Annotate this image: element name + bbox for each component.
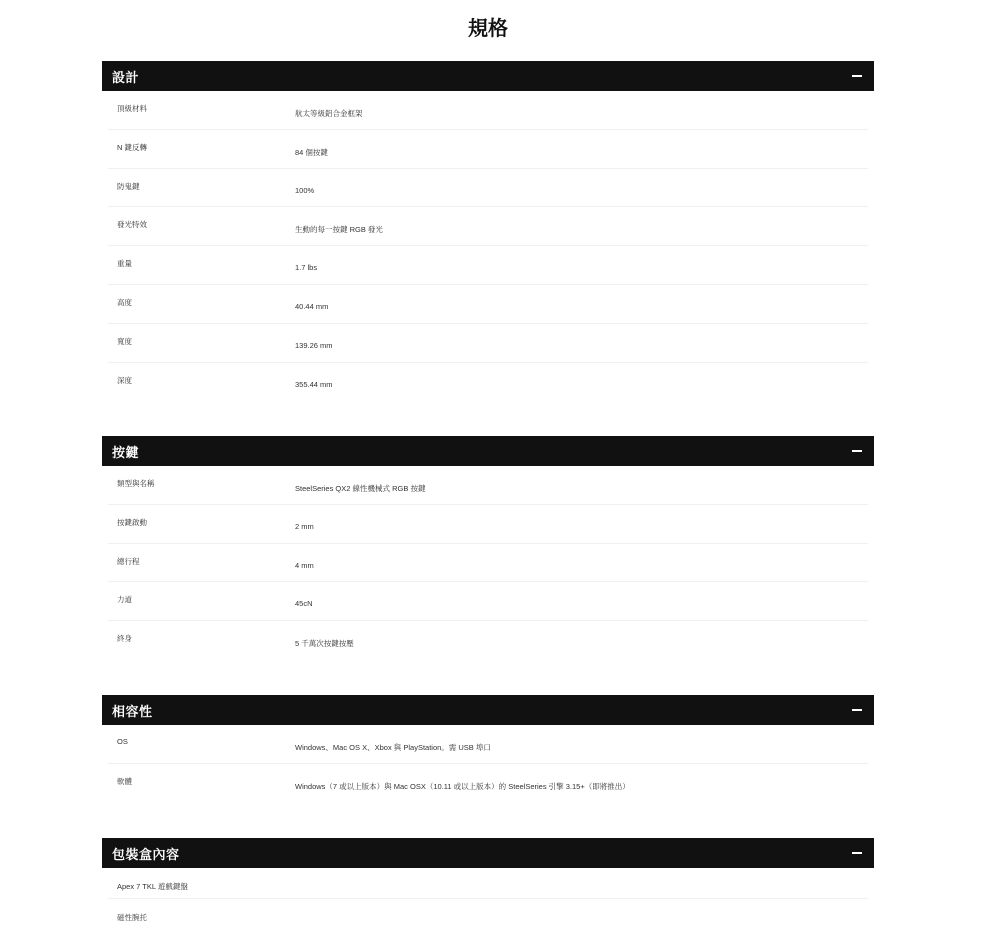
spec-label: 軟體 bbox=[117, 776, 132, 786]
spec-row bbox=[108, 544, 868, 583]
section-header-design[interactable] bbox=[102, 61, 874, 91]
spec-value: 139.26 mm bbox=[295, 340, 333, 350]
section-header-compatibility[interactable] bbox=[102, 695, 874, 725]
section-title: 按鍵 bbox=[112, 444, 140, 460]
spec-label: N 鍵反轉 bbox=[117, 142, 147, 152]
spec-label: 高度 bbox=[117, 297, 132, 307]
spec-value: 355.44 mm bbox=[295, 379, 333, 389]
spec-value: Windows（7 或以上版本）與 Mac OSX（10.11 或以上版本）的 SteelSeries 引擎 3.15+（即將推出） bbox=[295, 781, 630, 791]
spec-value: 84 個按鍵 bbox=[295, 147, 328, 157]
minus-icon[interactable] bbox=[852, 450, 862, 452]
list-item: Apex 7 TKL 遊戲鍵盤 bbox=[108, 868, 868, 899]
spec-list bbox=[102, 466, 874, 660]
spec-row bbox=[108, 764, 868, 803]
spec-label: 發光特效 bbox=[117, 220, 147, 230]
spec-row bbox=[108, 363, 868, 402]
spec-row bbox=[108, 169, 868, 208]
spec-value: 2 mm bbox=[295, 521, 314, 531]
spec-value: 5 千萬次按鍵按壓 bbox=[295, 639, 354, 649]
spec-list bbox=[102, 725, 874, 803]
minus-icon[interactable] bbox=[852, 852, 862, 854]
minus-icon[interactable] bbox=[852, 75, 862, 77]
spec-label: 總行程 bbox=[117, 556, 140, 566]
list-item: 磁性腕托 bbox=[117, 913, 147, 922]
spec-row bbox=[108, 324, 868, 363]
minus-icon[interactable] bbox=[852, 709, 862, 711]
spec-row bbox=[108, 466, 868, 505]
spec-label: 寬度 bbox=[117, 336, 132, 346]
spec-value: SteelSeries QX2 線性機械式 RGB 按鍵 bbox=[295, 484, 426, 493]
spec-value: 40.44 mm bbox=[295, 301, 329, 311]
spec-label: 按鍵啟動 bbox=[117, 517, 147, 527]
spec-row bbox=[108, 207, 868, 246]
spec-row bbox=[108, 725, 868, 764]
spec-list bbox=[102, 91, 874, 401]
section-header-box-contents[interactable] bbox=[102, 838, 874, 868]
spec-label: 防鬼鍵 bbox=[117, 181, 140, 191]
spec-value: 4 mm bbox=[295, 560, 314, 570]
page-title: 規格 bbox=[468, 18, 508, 40]
spec-row bbox=[108, 91, 868, 130]
section-title: 設計 bbox=[112, 69, 140, 85]
section-switches bbox=[102, 436, 874, 660]
spec-row bbox=[108, 285, 868, 324]
spec-label: OS bbox=[117, 737, 128, 746]
spec-label: 類型與名稱 bbox=[117, 479, 155, 488]
section-title: 相容性 bbox=[112, 703, 153, 719]
spec-value: 生動的每一按鍵 RGB 發光 bbox=[295, 225, 383, 235]
section-box-contents bbox=[102, 838, 874, 930]
box-contents-list bbox=[102, 868, 874, 930]
spec-row bbox=[108, 130, 868, 169]
section-compatibility bbox=[102, 695, 874, 803]
spec-value: 100% bbox=[295, 185, 315, 195]
spec-row bbox=[108, 246, 868, 285]
spec-row bbox=[108, 621, 868, 660]
section-header-switches[interactable] bbox=[102, 436, 874, 466]
spec-value: 1.7 lbs bbox=[295, 263, 318, 273]
spec-label: 頂級材料 bbox=[117, 104, 147, 113]
spec-label: 力道 bbox=[117, 595, 132, 605]
spec-row bbox=[108, 582, 868, 621]
spec-value: 航太等級鋁合金框架 bbox=[295, 109, 363, 118]
section-design bbox=[102, 61, 874, 401]
spec-label: 終身 bbox=[117, 634, 132, 644]
spec-value: Windows、Mac OS X、Xbox 與 PlayStation。需 USB 埠口 bbox=[295, 743, 491, 752]
spec-value: 45cN bbox=[295, 599, 313, 609]
spec-label: 重量 bbox=[117, 259, 132, 269]
spec-label: 深度 bbox=[117, 375, 132, 385]
section-title: 包裝盒內容 bbox=[112, 846, 180, 862]
spec-row bbox=[108, 505, 868, 544]
